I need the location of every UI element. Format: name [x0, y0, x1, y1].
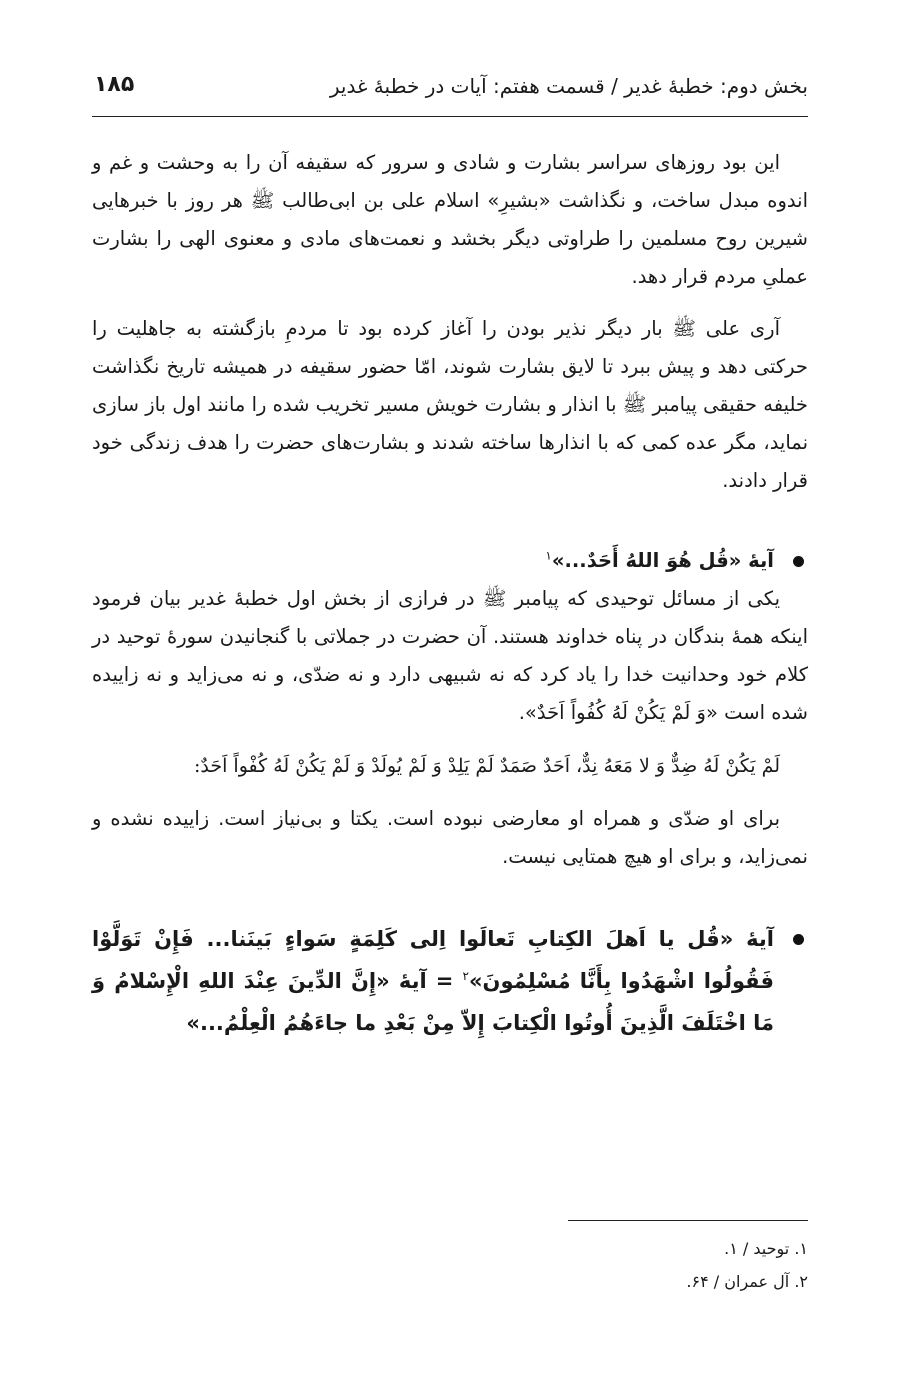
page-header — [92, 60, 808, 117]
heading-2-part-2: = آیهٔ «إِنَّ الدِّینَ عِنْدَ اللهِ الْإِسْلامُ وَ مَا اخْتَلَفَ الَّذِینَ أُوتُوا الْکِتابَ إِلاّ مِنْ بَعْدِ ما جاءَهُمُ الْعِلْمُ...» — [92, 969, 774, 1035]
book-page — [92, 60, 808, 1350]
bullet-icon — [793, 934, 804, 945]
section-heading-1 — [92, 542, 808, 580]
section-heading-2 — [92, 918, 808, 1044]
footnote-ref-1: ۱ — [545, 548, 552, 563]
heading-1-text: آیهٔ «قُل هُوَ اللهُ أَحَدٌ...» — [551, 549, 774, 572]
footnote-divider — [568, 1220, 808, 1221]
arabic-quote: لَمْ یَکُنْ لَهُ ضِدٌّ وَ لا مَعَهُ نِدٌّ، اَحَدٌ صَمَدٌ لَمْ یَلِدْ وَ لَمْ یُولَدْ وَ لَمْ یَکُنْ لَهُ کُفْواً اَحَدٌ: — [193, 755, 780, 777]
footnotes — [92, 1232, 808, 1298]
paragraph-1: این بود روزهای سراسر بشارت و شادی و سرور که سقیفه آن را به وحشت و غم و اندوه مبدل ساخت، و نگذاشت «بشیرِ» اسلام علی بن ابی‌طالب ﷺ هر روز با خبرهایی شیرین روح مسلمین را طراوتی دیگر بخشد و نعمت‌های مادی و معنوی الهی را بشارت عملیِ مردم قرار دهد. — [92, 151, 808, 288]
running-title: بخش دوم: خطبهٔ غدیر / قسمت هفتم: آیات در خطبهٔ غدیر — [329, 74, 808, 98]
page-body — [92, 144, 808, 1044]
paragraph-4: برای او ضدّی و همراه او معارضی نبوده است. یکتا و بی‌نیاز است. زاییده نشده و نمی‌زاید، و برای او هیچ همتایی نیست. — [92, 807, 808, 868]
page-number: ۱۸۵ — [94, 72, 135, 97]
heading-2-part-1: آیهٔ «قُل یا اَهلَ الکِتابِ تَعالَوا اِلی کَلِمَةٍ سَواءٍ بَینَنا... فَإِنْ تَوَلَّوْا فَقُولُوا اشْهَدُوا بِأَنَّا مُسْلِمُونَ» — [92, 927, 774, 993]
footnote-1: ۱. توحید / ۱. — [724, 1239, 808, 1258]
paragraph-2: آری علی ﷺ بار دیگر نذیر بودن را آغاز کرده بود تا مردمِ بازگشته به جاهلیت را حرکتی دهد و پیش ببرد تا لایق بشارت شوند، امّا حضور سقیفه در همیشه تاریخ نگذاشت خلیفه حقیقی پیامبر ﷺ با انذار و بشارت خویش مسیر تخریب شده را مانند اول باز سازی نماید، مگر عده کمی که با انذارها ساخته شدند و بشارت‌های حضرت را هدف زندگی خود قرار دادند. — [92, 317, 808, 492]
paragraph-3: یکی از مسائل توحیدی که پیامبر ﷺ در فرازی از بخش اول خطبهٔ غدیر بیان فرمود اینکه همهٔ بندگان در پناه خداوند هستند. آن حضرت در جملاتی با گنجانیدن سورهٔ توحید در کلام خود وحدانیت خدا را یاد کرد که نه شبیهی دارد و نه ضدّی، و نه می‌زاید و نه زاییده شده است «وَ لَمْ یَکُنْ لَهُ کُفُواً اَحَدٌ». — [92, 587, 808, 724]
bullet-icon — [793, 556, 804, 567]
footnote-2: ۲. آل عمران / ۶۴. — [686, 1272, 808, 1291]
footnote-ref-2: ۲ — [462, 969, 469, 983]
